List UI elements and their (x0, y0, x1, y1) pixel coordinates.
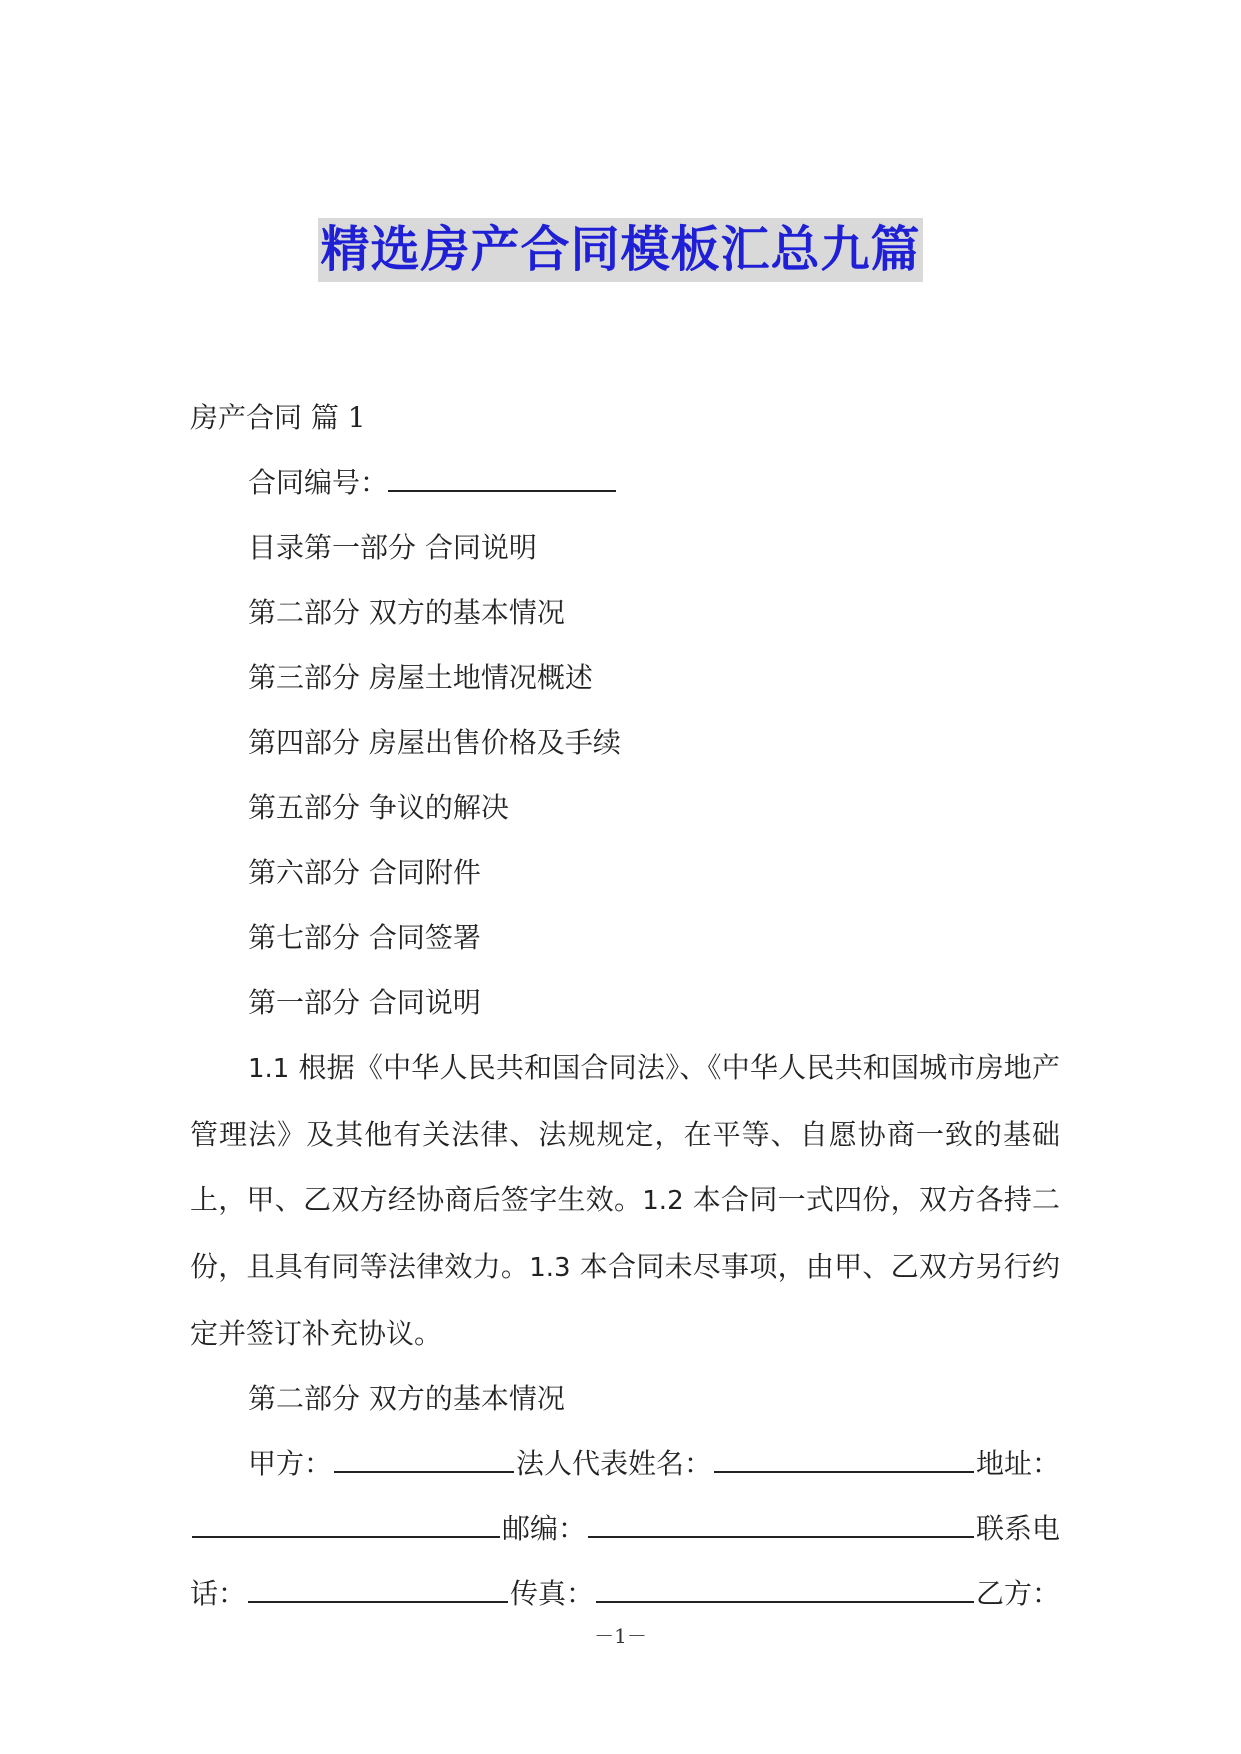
postcode-blank (588, 1514, 974, 1538)
toc-item: 第六部分 合同附件 (248, 856, 481, 889)
phone-label-part1: 联系电 (975, 1512, 1060, 1545)
toc-item: 第七部分 合同签署 (248, 921, 481, 954)
part2-heading: 第二部分 双方的基本情况 (248, 1382, 565, 1415)
clause-number: 1.2 (642, 1186, 684, 1216)
legal-rep-blank (714, 1449, 974, 1473)
title-wrap (0, 218, 1241, 282)
section-heading: 房产合同 篇 1 (190, 401, 366, 434)
postcode-label: 邮编： (502, 1512, 587, 1545)
contract-explanation-paragraph (190, 1035, 1060, 1366)
contract-number-label: 合同编号： (248, 466, 389, 499)
toc-item: 第二部分 双方的基本情况 (248, 596, 565, 629)
fax-blank (596, 1579, 974, 1603)
party-info-line-3 (190, 1561, 1060, 1626)
toc-item: 第五部分 争议的解决 (248, 791, 509, 824)
clause-text: 本合同未尽事项，由甲、乙双方另行约定并签订补充协议。 (190, 1250, 1060, 1350)
party-info-line-2 (190, 1496, 1060, 1561)
page-number: －1－ (594, 1624, 647, 1648)
toc-item: 目录第一部分 合同说明 (248, 531, 537, 564)
toc-item: 第四部分 房屋出售价格及手续 (248, 726, 621, 759)
document-body (190, 385, 1060, 1626)
fax-label: 传真： (510, 1577, 595, 1610)
address-blank (192, 1514, 500, 1538)
contract-number-blank (388, 466, 616, 492)
phone-blank (248, 1579, 508, 1603)
phone-label-part2: 话： (190, 1577, 247, 1610)
document-title: 精选房产合同模板汇总九篇 (318, 218, 922, 282)
clause-number: 1.3 (529, 1253, 571, 1283)
clause-text: 本合同一式四份，双方各持二份，且具有同等法律效力。 (190, 1183, 1060, 1283)
party-b-label: 乙方： (975, 1577, 1060, 1610)
address-label: 地址： (975, 1447, 1060, 1480)
clause-text: 根据《中华人民共和国合同法》、《中华人民共和国城市房地产管理法》及其他有关法律、法规规定，在平等、自愿协商一致的基础上，甲、乙双方经协商后签字生效。 (190, 1051, 1060, 1216)
toc-item: 第三部分 房屋土地情况概述 (248, 661, 593, 694)
party-a-blank (334, 1449, 514, 1473)
part1-heading: 第一部分 合同说明 (248, 986, 481, 1019)
party-info-line-1 (190, 1431, 1060, 1496)
contract-number-line (190, 450, 1060, 515)
clause-number: 1.1 (248, 1054, 290, 1084)
legal-rep-label: 法人代表姓名： (516, 1447, 713, 1480)
party-a-label: 甲方： (248, 1447, 333, 1480)
